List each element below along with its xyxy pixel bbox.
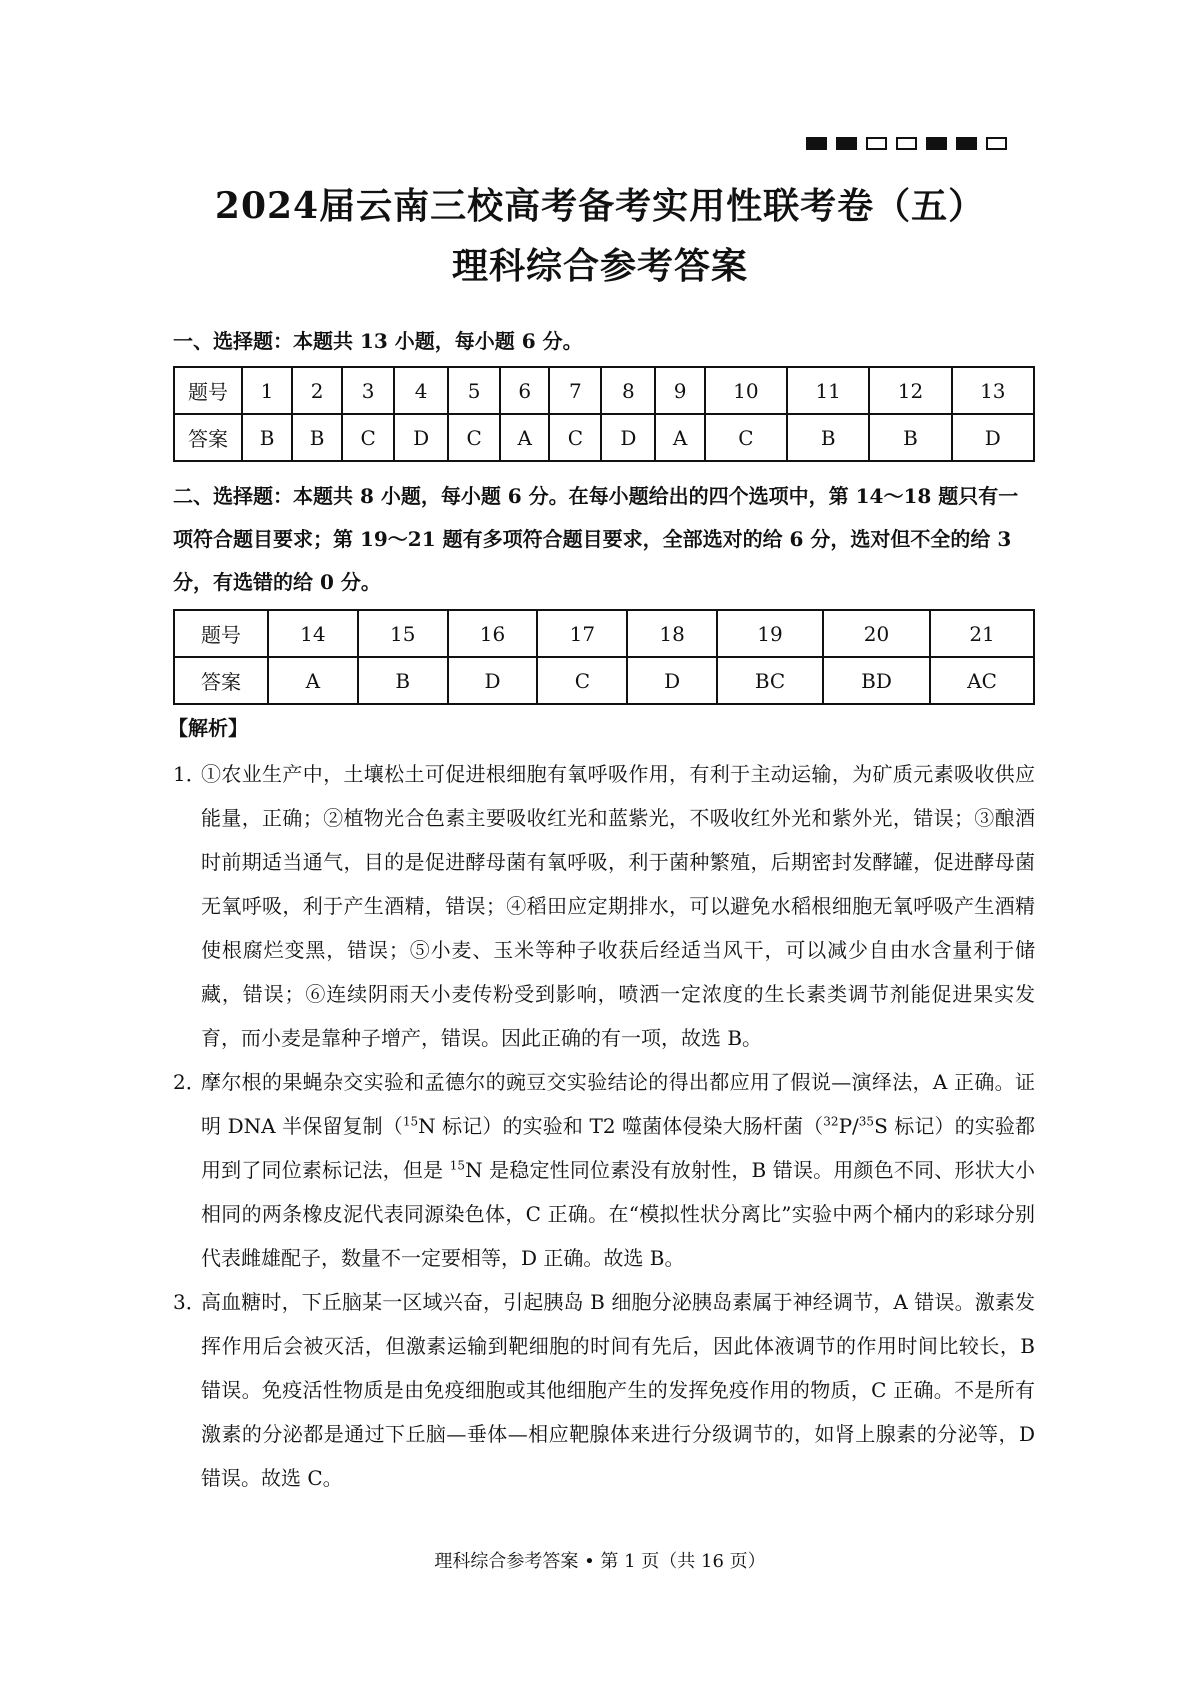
- answer-cell: B: [242, 414, 292, 461]
- isotope-superscript: 15: [402, 1114, 419, 1129]
- question-number: 4: [394, 367, 448, 414]
- question-number: 1: [242, 367, 292, 414]
- document-title: 2024届云南三校高考备考实用性联考卷（五）: [214, 185, 986, 227]
- answer-cell: A: [268, 657, 358, 704]
- answer-cell: A: [655, 414, 704, 461]
- answer-cell: C: [549, 414, 601, 461]
- isotope-superscript: 15: [449, 1158, 466, 1173]
- answer-cell: D: [627, 657, 717, 704]
- question-number: 13: [952, 367, 1034, 414]
- answer-cell: D: [952, 414, 1034, 461]
- header-mark: [806, 137, 827, 150]
- item-number: 1．: [173, 762, 206, 786]
- answer-cell: AC: [930, 657, 1034, 704]
- item-number: 2．: [173, 1070, 206, 1094]
- table-row: [174, 414, 1034, 461]
- isotope-superscript: 35: [858, 1114, 875, 1129]
- answer-cell: A: [500, 414, 549, 461]
- table-row: [174, 657, 1034, 704]
- question-number: 8: [601, 367, 655, 414]
- question-number: 11: [787, 367, 869, 414]
- question-number: 16: [448, 610, 538, 657]
- answer-cell: D: [394, 414, 448, 461]
- question-number: 19: [717, 610, 823, 657]
- row-label: 答案: [174, 414, 242, 461]
- item-text: ①农业生产中，土壤松土可促进根细胞有氧呼吸作用，有利于主动运输，为矿质元素吸收供应能量，正确；②植物光合色素主要吸收红光和蓝紫光，不吸收红外光和紫外光，错误；③酿酒时前期适当通气，目的是促进酵母菌有氧呼吸，利于菌种繁殖，后期密封发酵罐，促进酵母菌无氧呼吸，利于产生酒精，错误；④稻田应定期排水，可以避免水稻根细胞无氧呼吸产生酒精使根腐烂变黑，错误；⑤小麦、玉米等种子收获后经适当风干，可以减少自由水含量利于储藏，错误；⑥连续阴雨天小麦传粉受到影响，喷洒一定浓度的生长素类调节剂能促进果实发育，而小麦是靠种子增产，错误。因此正确的有一项，故选 B。: [201, 762, 1035, 1050]
- analysis-list: [173, 752, 1035, 1500]
- question-number: 2: [292, 367, 342, 414]
- answer-cell: B: [358, 657, 448, 704]
- isotope-superscript: 32: [823, 1114, 839, 1129]
- section2-heading: 二、选择题：本题共 8 小题，每小题 6 分。在每小题给出的四个选项中，第 14～18 题只有一项符合题目要求；第 19～21 题有多项符合题目要求，全部选对的给 6 分，选对但不全的给 3 分，有选错的给 0 分。: [173, 484, 1019, 594]
- item-text: 高血糖时，下丘脑某一区域兴奋，引起胰岛 B 细胞分泌胰岛素属于神经调节，A 错误。激素发挥作用后会被灭活，但激素运输到靶细胞的时间有先后，因此体液调节的作用时间比较长，B 错误。免疫活性物质是由免疫细胞或其他细胞产生的发挥免疫作用的物质，C 正确。不是所有激素的分泌都是通过下丘脑—垂体—相应靶腺体来进行分级调节的，如肾上腺素的分泌等，D 错误。故选 C。: [201, 1290, 1035, 1490]
- section1-heading: 一、选择题：本题共 13 小题，每小题 6 分。: [173, 329, 583, 353]
- table-row: [174, 610, 1034, 657]
- header-mark: [926, 137, 947, 150]
- text-run: P/: [838, 1114, 859, 1138]
- table-row: [174, 367, 1034, 414]
- answer-cell: C: [537, 657, 627, 704]
- header-mark: [956, 137, 977, 150]
- answer-cell: B: [787, 414, 869, 461]
- header-mark: [986, 137, 1007, 150]
- answer-cell: C: [448, 414, 500, 461]
- answer-cell: BD: [823, 657, 930, 704]
- header-mark: [896, 137, 917, 150]
- page-footer: 理科综合参考答案 • 第 1 页（共 16 页）: [434, 1551, 766, 1572]
- analysis-item-3: [173, 1280, 1035, 1500]
- header-mark: [836, 137, 857, 150]
- question-number: 18: [627, 610, 717, 657]
- analysis-item-1: [173, 752, 1035, 1060]
- question-number: 9: [655, 367, 704, 414]
- question-number: 21: [930, 610, 1034, 657]
- header-mark: [866, 137, 887, 150]
- answer-cell: BC: [717, 657, 823, 704]
- question-number: 12: [869, 367, 951, 414]
- text-run: 摩尔根的果蝇杂交实验和孟德尔的豌豆交实验结论的得出都应用了假说—演绎法，A 正确。证明 DNA 半保留复制（: [201, 1070, 1035, 1138]
- document-subtitle: 理科综合参考答案: [451, 245, 748, 287]
- analysis-item-2: [173, 1060, 1035, 1280]
- row-label: 题号: [174, 367, 242, 414]
- text-run: N 是稳定性同位素没有放射性，B 错误。用颜色不同、形状大小相同的两条橡皮泥代表同源染色体，C 正确。在“模拟性状分离比”实验中两个桶内的彩球分别代表雌雄配子，数量不一定要相等，D 正确。故选 B。: [201, 1158, 1035, 1270]
- question-number: 17: [537, 610, 627, 657]
- question-number: 14: [268, 610, 358, 657]
- text-run: N 标记）的实验和 T2 噬菌体侵染大肠杆菌（: [418, 1114, 824, 1138]
- text-run: S 标记）的实验都用到了同位素标记法，但是: [201, 1114, 1036, 1182]
- row-label: 题号: [174, 610, 268, 657]
- header-marks: [806, 137, 1007, 150]
- answer-cell: B: [292, 414, 342, 461]
- question-number: 20: [823, 610, 930, 657]
- question-number: 5: [448, 367, 500, 414]
- question-number: 7: [549, 367, 601, 414]
- answer-cell: D: [448, 657, 538, 704]
- answer-cell: D: [601, 414, 655, 461]
- question-number: 15: [358, 610, 448, 657]
- answer-cell: B: [869, 414, 951, 461]
- row-label: 答案: [174, 657, 268, 704]
- answer-table-2: [173, 609, 1035, 705]
- item-number: 3．: [173, 1290, 206, 1314]
- answer-cell: C: [342, 414, 394, 461]
- question-number: 6: [500, 367, 549, 414]
- answer-table-1: [173, 366, 1035, 462]
- question-number: 10: [705, 367, 787, 414]
- analysis-heading: 【解析】: [168, 716, 248, 740]
- question-number: 3: [342, 367, 394, 414]
- answer-cell: C: [705, 414, 787, 461]
- item-text: [201, 1060, 1035, 1280]
